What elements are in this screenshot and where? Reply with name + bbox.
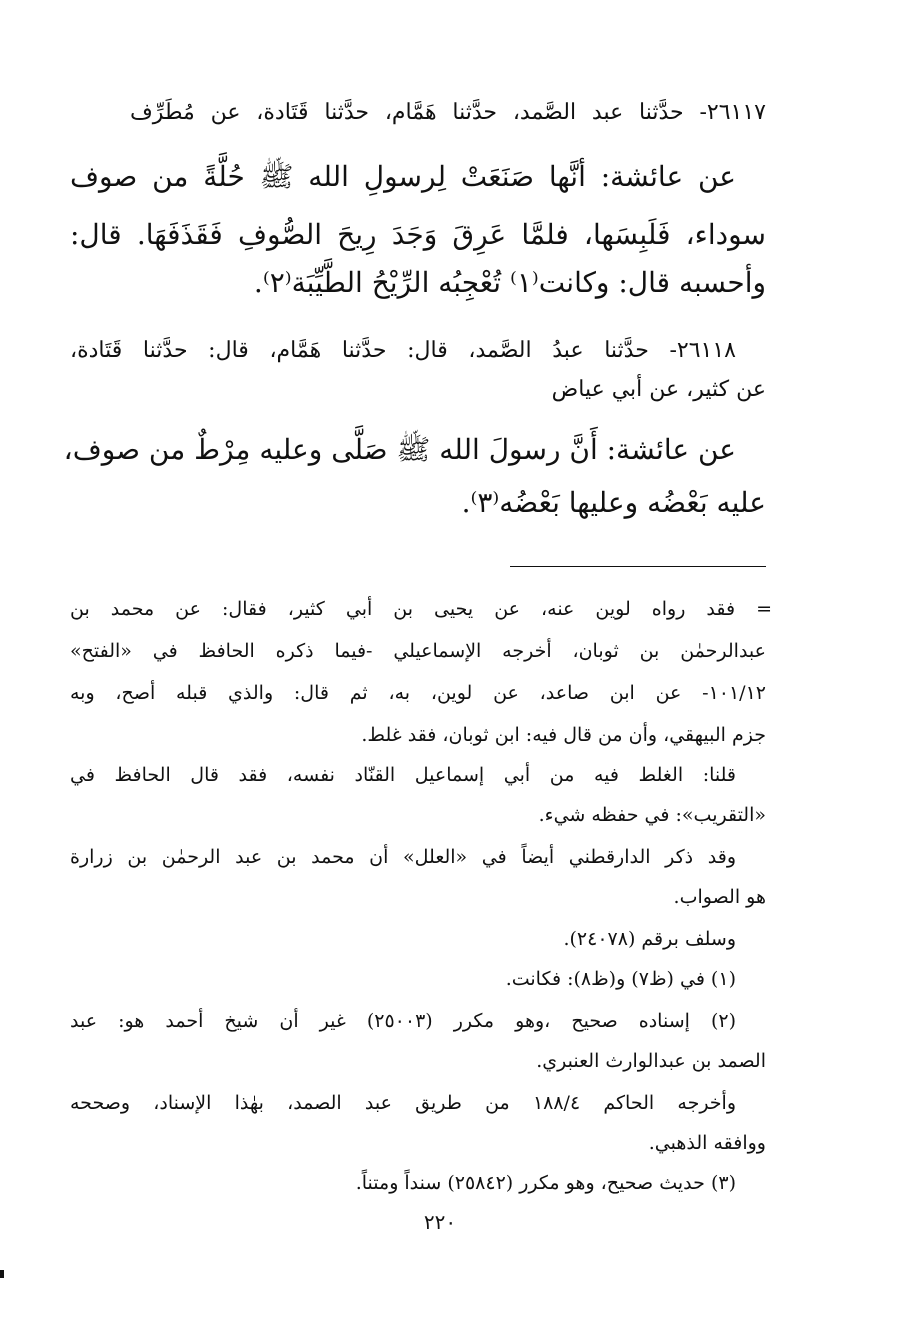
footnote-line: (٢) إسناده صحيح ،وهو مكرر (٢٥٠٠٣) غير أن شيخ أحمد هو: عبد — [70, 1010, 736, 1032]
hadith-26118-matn-line-2: عليه بَعْضُه وعليها بَعْضُه⁽٣⁾. — [461, 486, 766, 519]
hadith-26117-header: ٢٦١١٧- حدَّثنا عبد الصَّمد، حدَّثنا هَمَّام، حدَّثنا قَتَادة، عن مُطَرِّف — [130, 100, 766, 125]
footnote-line: ووافقه الذهبي. — [648, 1132, 766, 1154]
footnote-line: عبدالرحمٰن بن ثوبان، أخرجه الإسماعيلي -فيما ذكره الحافظ في «الفتح» — [70, 640, 766, 662]
footnote-line: الصمد بن عبدالوارث العنبري. — [536, 1050, 766, 1072]
footnote-line: ١٠١/١٢- عن ابن صاعد، عن لوين، به، ثم قال: والذي قبله أصح، وبه — [70, 682, 766, 704]
hadith-26118-matn-line-1: عن عائشة: أَنَّ رسولَ الله ﷺ صَلَّى وعليه مِرْطٌ من صوف، — [63, 433, 736, 466]
hadith-26117-matn-line-3: وأحسبه قال: وكانت⁽١⁾ تُعْجِبُه الرِّيْحُ الطَّيِّبَة⁽٢⁾. — [253, 266, 766, 299]
footnote-separator — [510, 566, 766, 567]
hadith-26117-matn-line-1: عن عائشة: أنَّها صَنَعَتْ لِرسولِ الله ﷺ حُلَّةً من صوف — [70, 160, 736, 193]
page-number: ٢٢٠ — [423, 1210, 457, 1234]
footnote-line: وأخرجه الحاكم ١٨٨/٤ من طريق عبد الصمد، بهٰذا الإسناد، وصححه — [70, 1092, 736, 1114]
footnote-line: «التقريب»: في حفظه شيء. — [538, 804, 766, 826]
footnote-line: جزم البيهقي، وأن من قال فيه: ابن ثوبان، فقد غلط. — [361, 724, 766, 746]
footnote-line: وقد ذكر الدارقطني أيضاً في «العلل» أن محمد بن عبد الرحمٰن بن زرارة — [70, 846, 736, 868]
hadith-26118-header-line-2: عن كثير، عن أبي عياض — [551, 377, 766, 402]
footnote-line: هو الصواب. — [673, 886, 766, 908]
edge-mark — [0, 1270, 4, 1278]
footnote-line: قلنا: الغلط فيه من أبي إسماعيل القنّاد نفسه، فقد قال الحافظ في — [70, 764, 736, 786]
footnote-line: (١) في (ظ٧) و(ظ٨): فكانت. — [505, 968, 736, 990]
hadith-26118-header-line-1: ٢٦١١٨- حدَّثنا عبدُ الصَّمد، قال: حدَّثنا هَمَّام، قال: حدَّثنا قَتَادة، — [70, 338, 736, 363]
footnote-line: = فقد رواه لوين عنه، عن يحيى بن أبي كثير، فقال: عن محمد بن — [70, 598, 772, 620]
footnote-line: وسلف برقم (٢٤٠٧٨). — [563, 928, 736, 950]
hadith-26117-matn-line-2: سوداء، فَلَبِسَها، فلمَّا عَرِقَ وَجَدَ رِيحَ الصُّوفِ فَقَذَفَهَا. قال: — [70, 218, 766, 251]
footnote-line: (٣) حديث صحيح، وهو مكرر (٢٥٨٤٢) سنداً ومتناً. — [355, 1172, 736, 1194]
